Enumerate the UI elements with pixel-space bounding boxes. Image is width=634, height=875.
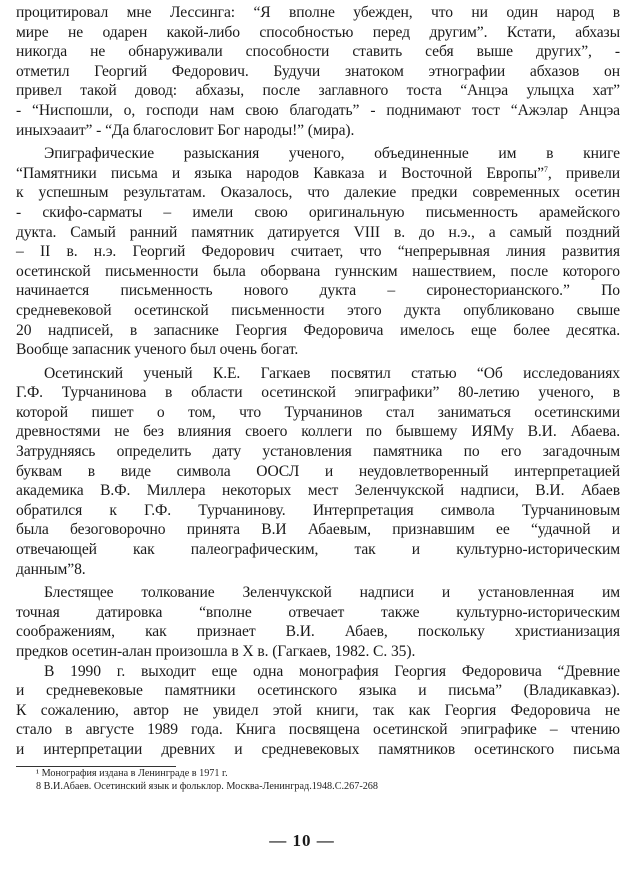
text-line: - “Ниспошли, о, господи нам свою благодать” - поднимают тост “Ажэлар Анцэа xyxy=(16,101,620,119)
text-line: осетинской письменности была оборвана гуннским нашествием, после которого xyxy=(16,262,620,280)
paragraph-2 xyxy=(16,144,620,360)
footnote-1: ¹ Монография издана в Ленинграде в 1971 г. xyxy=(36,767,228,779)
text-line: иныхэааит” - “Да благословит Бог народы!” (мира). xyxy=(16,121,355,139)
text-line: никогда не обнаруживали способности ставить себя выше других”, - xyxy=(16,43,620,61)
text-line: В 1990 г. выходит еще одна монография Георгия Федоровича “Древние xyxy=(44,662,620,680)
text-line: Вообще запасник ученого был очень богат. xyxy=(16,341,299,359)
paragraph-3 xyxy=(16,364,620,580)
text-line: процитировал мне Лессинга: “Я вполне убежден, что ни один народ в xyxy=(16,4,620,21)
text-line: и средневековые памятники осетинского языка и письма” (Владикавказ). xyxy=(16,682,620,700)
text-line: К сожалению, автор не увидел этой книги, так как Георгия Федоровича не xyxy=(16,701,620,719)
text-line: привел такой довод: абхазы, после заглавного тоста “Анцэа улыцха хат” xyxy=(16,82,620,100)
text-line: Г.Ф. Турчанинова в области осетинской эпиграфики” 80-летию ученого, в xyxy=(16,384,620,402)
footnote-ref-7: 7 xyxy=(543,164,548,174)
text-line: которой пишет о том, что Турчанинов стал заниматься осетинскими xyxy=(16,403,620,421)
text-line: “Памятники письма и языка народов Кавказа и Восточной Европы”$^7$, привели xyxy=(16,164,620,182)
text-line: буквам в виде символа ООСЛ и неудовлетворенный интерпретацией xyxy=(16,462,620,480)
text-line: - скифо-сарматы – имели свою оригинальную письменность арамейского xyxy=(16,203,620,221)
text-line: средневековой осетинской письменности этого дукта опубликовано свыше xyxy=(16,301,620,319)
paragraph-4 xyxy=(16,583,620,661)
text-line: мире не одарен какой-либо способностью перед другим”. Кстати, абхазы xyxy=(16,23,620,41)
text-line: древностями не без влияния своего коллеги по бывшему ИЯМу В.И. Абаева. xyxy=(16,423,620,441)
text-line: отвечающей как палеографическим, так и культурно-историческим xyxy=(16,541,620,559)
text-line: академика В.Ф. Миллера некоторых мест Зеленчукской надписи, В.И. Абаев xyxy=(16,482,620,500)
text-line: 20 надписей, в запаснике Георгия Федоровича имелось еще более десятка. xyxy=(16,321,620,339)
text-line: Затрудняясь определить дату установления памятника по его загадочным xyxy=(16,443,620,461)
text-line: была безоговорочно принята В.И Абаевым, признавшим ее “удачной и xyxy=(16,521,620,539)
paragraph-5 xyxy=(16,662,620,760)
text-line: стало в августе 1989 года. Книга посвящена осетинской эпиграфике – чтению xyxy=(16,721,620,739)
text-line: соображениям, как признает В.И. Абаев, поскольку христианизация xyxy=(16,623,620,641)
paragraph-1 xyxy=(16,3,620,140)
footnote-8: 8 В.И.Абаев. Осетинский язык и фольклор. Москва-Ленинград.1948.С.267-268 xyxy=(36,781,378,793)
text-line: и интерпретации древних и средневековых памятников осетинского письма xyxy=(16,740,620,758)
text-line: дукта. Самый ранний памятник датируется VIII в. до н.э., а самый поздний xyxy=(16,223,620,241)
text-line: данным”8. xyxy=(16,560,86,578)
text-line: Блестящее толкование Зеленчукской надписи и установленная им xyxy=(44,584,620,602)
page-number: — 10 — xyxy=(269,831,335,850)
text-line-with-footnote-ref xyxy=(16,164,620,184)
text-line: – II в. н.э. Георгий Федорович считает, что “непрерывная линия развития xyxy=(16,243,620,261)
text-line: предков осетин-алан произошла в X в. (Гагкаев, 1982. С. 35). xyxy=(16,643,416,660)
text-line: точная датировка “вполне отвечает также культурно-историческим xyxy=(16,603,620,621)
text-line: Эпиграфические разыскания ученого, объединенные им в книге xyxy=(44,145,620,163)
text-line: к успешным результатам. Оказалось, что далекие предки современных осетин xyxy=(16,184,620,202)
text-line: Осетинский ученый К.Е. Гагкаев посвятил статью “Об исследованиях xyxy=(44,364,620,382)
page-body xyxy=(16,3,620,794)
footnotes xyxy=(16,767,620,794)
text-line: начинается письменность нового дукта – сиронесторианского.” По xyxy=(16,282,620,300)
text-line: отметил Георгий Федорович. Будучи знатоком этнографии абхазов он xyxy=(16,62,620,80)
text-line: обратился к Г.Ф. Турчанинову. Интерпретация символа Турчаниновым xyxy=(16,501,620,519)
